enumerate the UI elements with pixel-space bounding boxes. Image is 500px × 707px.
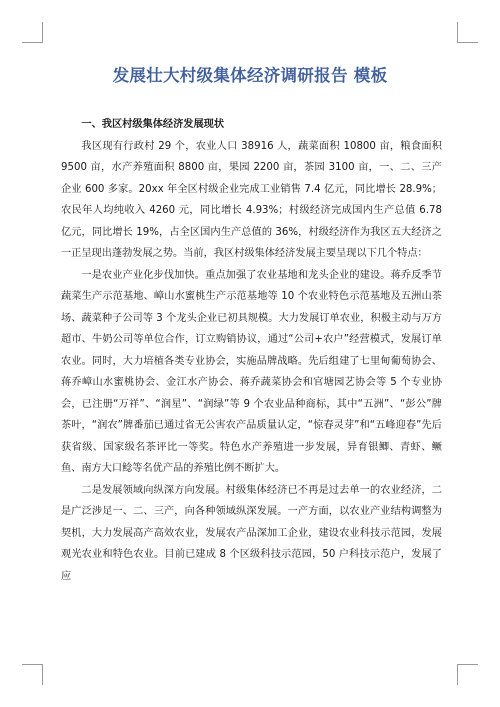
document-title: 发展壮大村级集体经济调研报告 模板	[112, 66, 388, 85]
crop-mark-bottom-right	[457, 664, 478, 685]
paragraph-industrialization: 一是农业产业化步伐加快。重点加强了农业基地和龙头企业的建设。蒋乔反季节蔬菜生产示范基地、嶂山水蜜桃生产示范基地等 10 个农业特色示范基地及五洲山茶场、蔬菜种子公司等 3 个龙头企业已初具规模。大力发展订单农业，积极主动与万方超市、牛奶公司等单位合作，订立购销协议，通过“公司+农户”经营模式，发展订单农业。同时，大力培植各类专业协会，实施品牌战略。先后组建了七里甸葡萄协会、蒋乔嶂山水蜜桃协会、金江水产协会、蒋乔蔬菜协会和官塘园艺协会等 5 个专业协会，已注册“万祥”、“润星”、“润绿”等 9 个农业品种商标，其中“五洲”、“彭公”牌茶叶，“润农”牌番茄已通过省无公害农产品质量认定，“惊春灵芽”和“五峰迎春”先后获省级、国家级名茶评比一等奖。特色水产养殖进一步发展，异育银鲫、青虾、鳜鱼、南方大口鲶等名优产品的养殖比例不断扩大。	[61, 269, 442, 474]
crop-mark-top-right	[457, 22, 478, 43]
crop-mark-bottom-left	[22, 664, 43, 685]
crop-mark-top-left	[22, 22, 43, 43]
section-heading: 一、我区村级集体经济发展现状	[81, 119, 225, 130]
paragraph-overview: 我区现有行政村 29 个，农业人口 38916 人，蔬菜面积 10800 亩，粮食面积 9500 亩，水产养殖面积 8800 亩，果园 2200 亩，茶园 3100 亩，一、二、三产企业 600 多家。20xx 年全区村级企业完成工业销售 7.4 亿元，同比增长 28.9%；农民年人均纯收入 4260 元，同比增长 4.93%；村级经济完成国内生产总值 6.78 亿元，同比增长 19%，占全区国内生产总值的 36%，村级经济作为我区五大经济之一正呈现出蓬勃发展之势。当前，我区村级集体经济发展主要呈现以下几个特点：	[61, 140, 442, 259]
paragraph-development-fields: 二是发展领域向纵深方向发展。村级集体经济已不再是过去单一的农业经济，二是广泛涉足一、二、三产，向各种领域纵深发展。一产方面，以农业产业结构调整为契机，大力发展高产高效农业，发展农产品深加工企业，建设农业科技示范园，发展观光农业和特色农业。目前已建成 8 个区级科技示范园，50 户科技示范户，发展了应	[61, 484, 442, 582]
document-body	[61, 114, 442, 587]
